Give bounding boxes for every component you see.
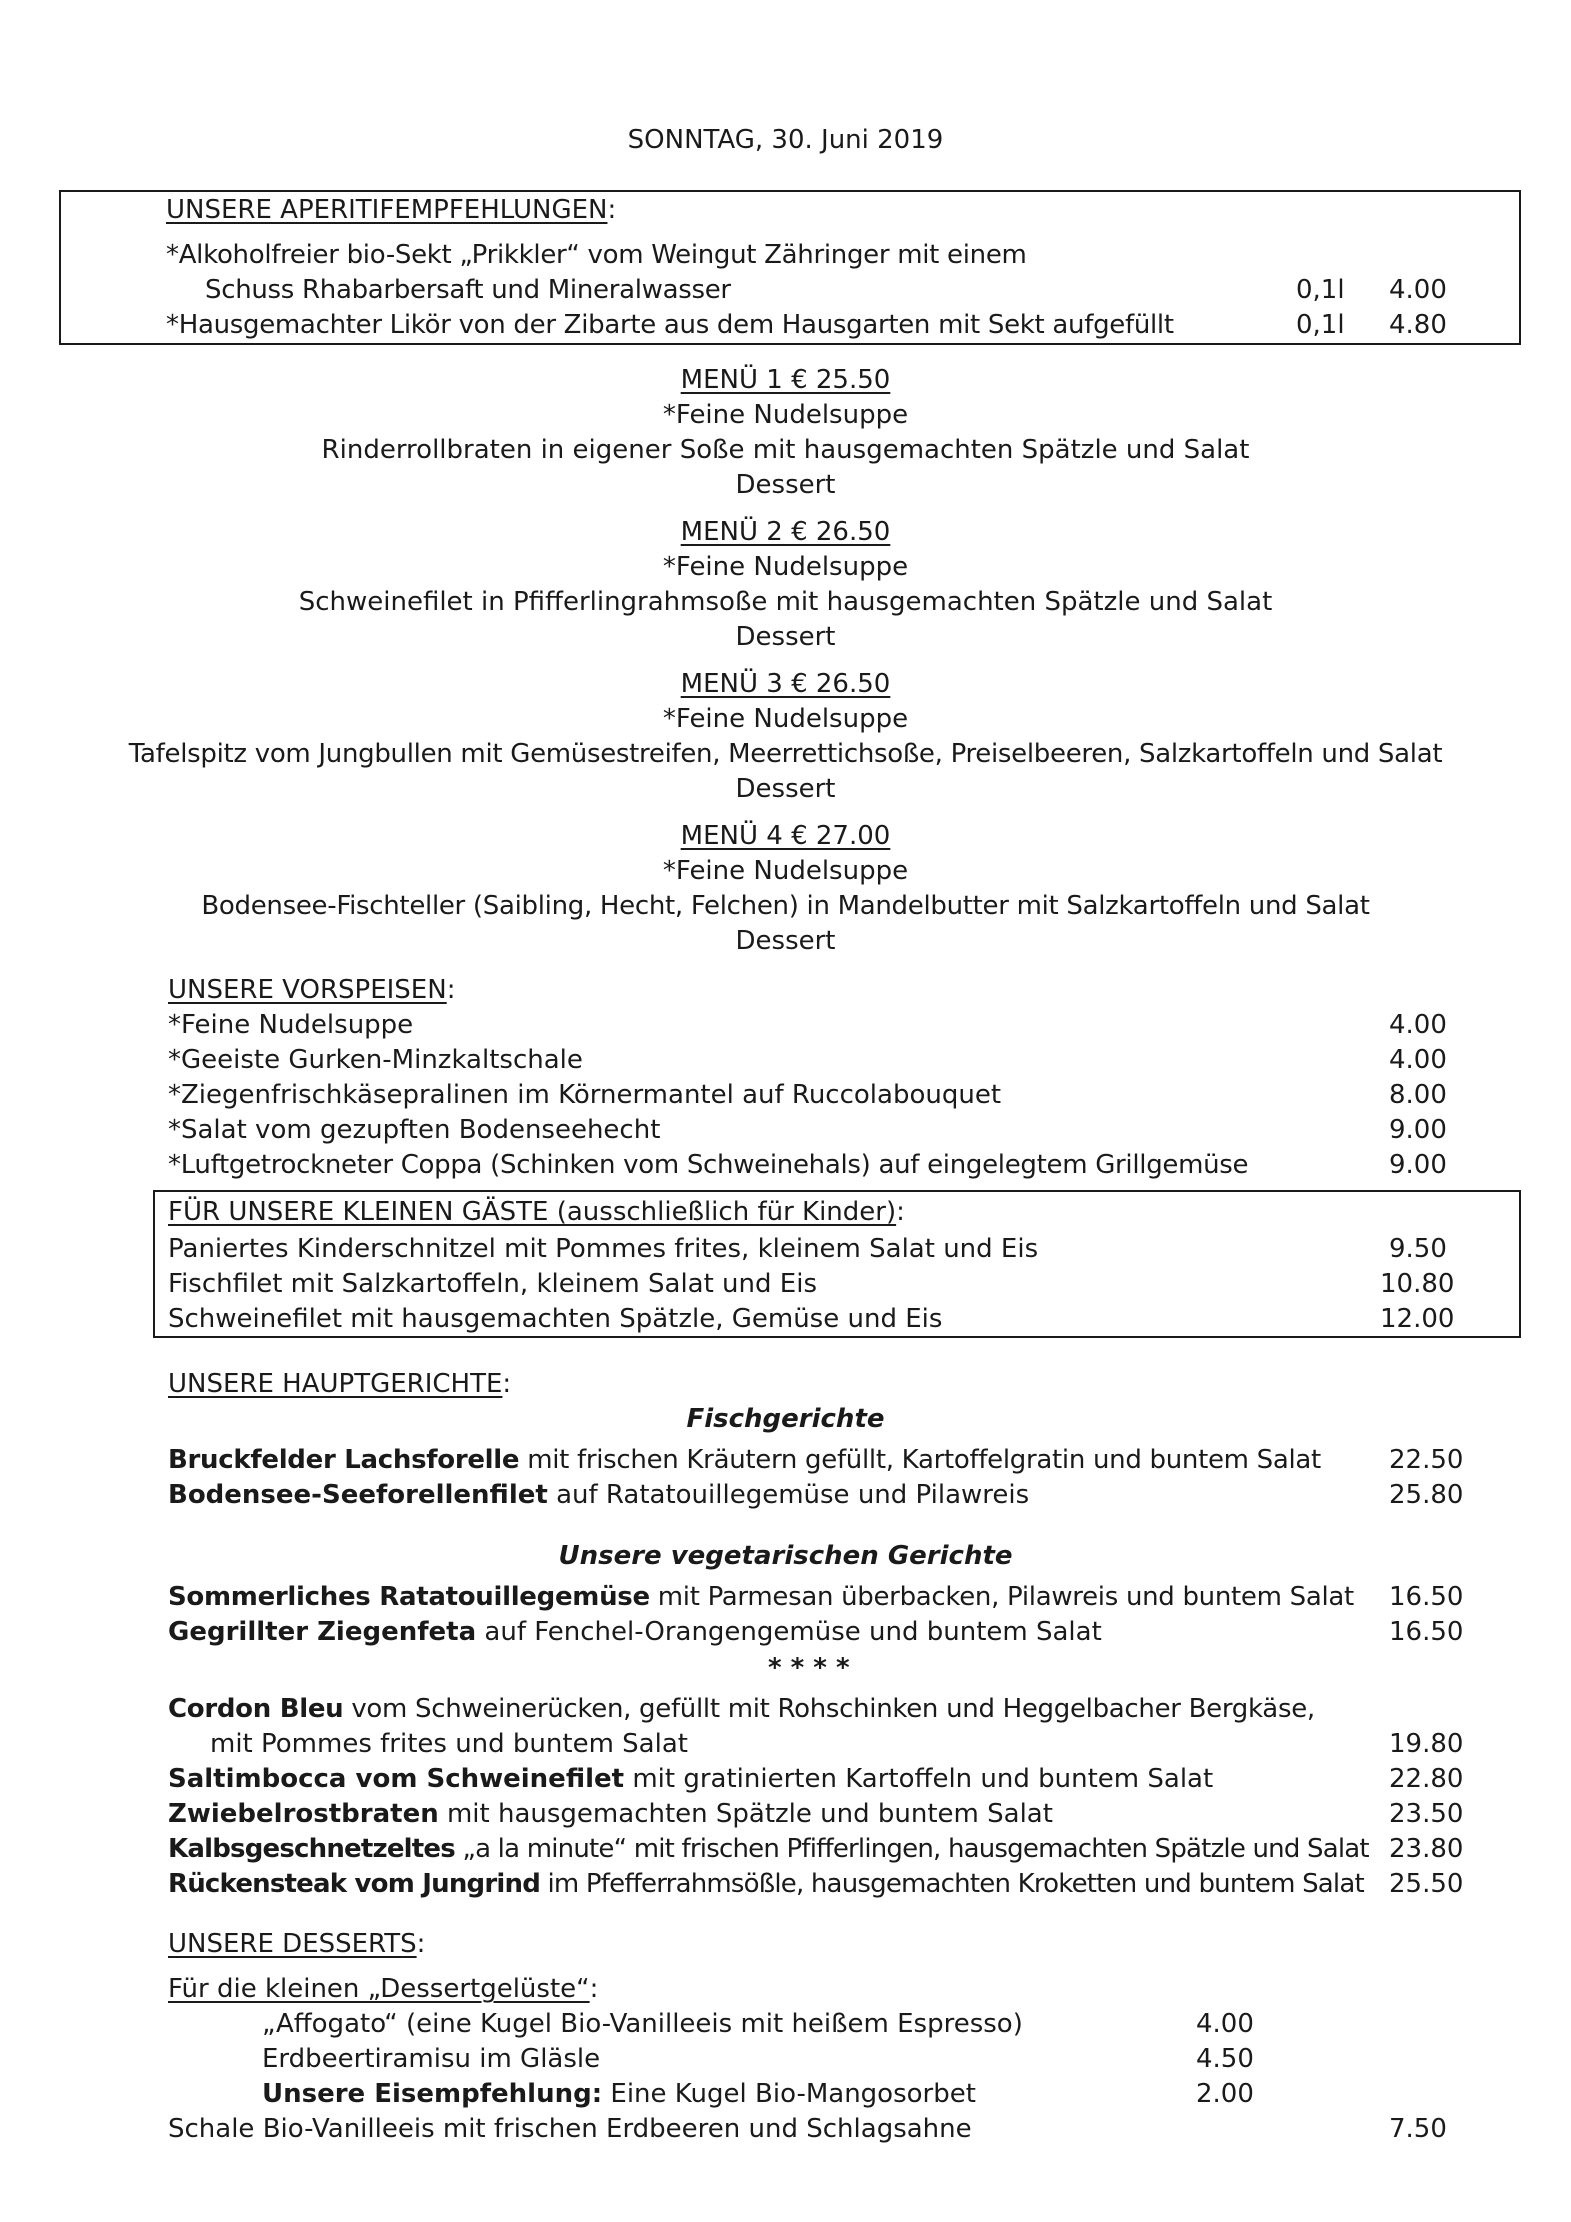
dessert-price-3: 2.00 bbox=[1196, 2079, 1254, 2109]
desserts-heading: UNSERE DESSERTS: bbox=[168, 1929, 426, 1959]
menu-4-soup: *Feine Nudelsuppe bbox=[662, 856, 909, 886]
kids-item-3: Schweinefilet mit hausgemachten Spätzle, Gemüse und Eis bbox=[168, 1304, 943, 1334]
menu-3-soup: *Feine Nudelsuppe bbox=[662, 704, 909, 734]
meat-price-2: 23.50 bbox=[1389, 1799, 1464, 1829]
aperitif-item-1-line2: Schuss Rhabarbersaft und Mineralwasser bbox=[205, 275, 731, 305]
menu-1-dessert: Dessert bbox=[735, 470, 836, 500]
kids-price-2: 10.80 bbox=[1380, 1269, 1455, 1299]
kids-price-1: 9.50 bbox=[1389, 1234, 1447, 1264]
kids-price-3: 12.00 bbox=[1380, 1304, 1455, 1334]
meat-item-3: Kalbsgeschnetzeltes „a la minute“ mit frischen Pfifferlingen, hausgemachten Spätzle und Salat bbox=[168, 1834, 1369, 1864]
starters-heading: UNSERE VORSPEISEN: bbox=[168, 975, 456, 1005]
meat-price-1: 22.80 bbox=[1389, 1764, 1464, 1794]
dessert-bowl-price: 7.50 bbox=[1389, 2114, 1447, 2144]
starter-item-1: *Feine Nudelsuppe bbox=[168, 1010, 414, 1040]
starter-price-2: 4.00 bbox=[1389, 1045, 1447, 1075]
meat-item-2: Zwiebelrostbraten mit hausgemachten Spätzle und buntem Salat bbox=[168, 1799, 1053, 1829]
fish-item-2: Bodensee-Seeforellenfilet auf Ratatouillegemüse und Pilawreis bbox=[168, 1480, 1030, 1510]
cordon-bleu-price: 19.80 bbox=[1389, 1729, 1464, 1759]
starter-item-5: *Luftgetrockneter Coppa (Schinken vom Schweinehals) auf eingelegtem Grillgemüse bbox=[168, 1150, 1249, 1180]
menu-date: SONNTAG, 30. Juni 2019 bbox=[627, 125, 944, 155]
starter-price-4: 9.00 bbox=[1389, 1115, 1447, 1145]
starter-item-2: *Geeiste Gurken-Minzkaltschale bbox=[168, 1045, 583, 1075]
starter-price-1: 4.00 bbox=[1389, 1010, 1447, 1040]
fish-price-2: 25.80 bbox=[1389, 1480, 1464, 1510]
menu-1-title: MENÜ 1 € 25.50 bbox=[680, 365, 891, 395]
veg-subheading: Unsere vegetarischen Gerichte bbox=[558, 1541, 1013, 1571]
dessert-item-3: Unsere Eisempfehlung: Eine Kugel Bio-Mangosorbet bbox=[262, 2079, 976, 2109]
dessert-bowl: Schale Bio-Vanilleeis mit frischen Erdbeeren und Schlagsahne bbox=[168, 2114, 972, 2144]
starter-price-5: 9.00 bbox=[1389, 1150, 1447, 1180]
menu-3-dessert: Dessert bbox=[735, 774, 836, 804]
menu-2-title: MENÜ 2 € 26.50 bbox=[680, 517, 891, 547]
menu-4-dessert: Dessert bbox=[735, 926, 836, 956]
cordon-bleu-line2: mit Pommes frites und buntem Salat bbox=[210, 1729, 688, 1759]
fish-subheading: Fischgerichte bbox=[686, 1404, 885, 1434]
aperitif-item-2-size: 0,1l bbox=[1296, 310, 1345, 340]
meat-price-3: 23.80 bbox=[1389, 1834, 1464, 1864]
meat-item-4: Rückensteak vom Jungrind im Pfefferrahmsößle, hausgemachten Kroketten und buntem Salat bbox=[168, 1869, 1364, 1899]
dessert-price-2: 4.50 bbox=[1196, 2044, 1254, 2074]
aperitif-heading: UNSERE APERITIFEMPFEHLUNGEN: bbox=[166, 195, 617, 225]
meat-item-1: Saltimbocca vom Schweinefilet mit gratinierten Kartoffeln und buntem Salat bbox=[168, 1764, 1214, 1794]
menu-2-soup: *Feine Nudelsuppe bbox=[662, 552, 909, 582]
veg-item-2: Gegrillter Ziegenfeta auf Fenchel-Orangengemüse und buntem Salat bbox=[168, 1617, 1102, 1647]
dessert-item-1: „Affogato“ (eine Kugel Bio-Vanilleeis mit heißem Espresso) bbox=[262, 2009, 1023, 2039]
section-separator: * * * * bbox=[768, 1653, 850, 1683]
meat-price-4: 25.50 bbox=[1389, 1869, 1464, 1899]
menu-2-dessert: Dessert bbox=[735, 622, 836, 652]
veg-price-1: 16.50 bbox=[1389, 1582, 1464, 1612]
veg-price-2: 16.50 bbox=[1389, 1617, 1464, 1647]
menu-1-soup: *Feine Nudelsuppe bbox=[662, 400, 909, 430]
dessert-item-2: Erdbeertiramisu im Gläsle bbox=[262, 2044, 601, 2074]
cordon-bleu-line1: Cordon Bleu vom Schweinerücken, gefüllt mit Rohschinken und Heggelbacher Bergkäse, bbox=[168, 1694, 1315, 1724]
menu-2-main: Schweinefilet in Pfifferlingrahmsoße mit hausgemachten Spätzle und Salat bbox=[298, 587, 1273, 617]
aperitif-item-2-price: 4.80 bbox=[1389, 310, 1447, 340]
aperitif-item-2-name: *Hausgemachter Likör von der Zibarte aus dem Hausgarten mit Sekt aufgefüllt bbox=[166, 310, 1174, 340]
menu-1-main: Rinderrollbraten in eigener Soße mit hausgemachten Spätzle und Salat bbox=[321, 435, 1250, 465]
kids-item-2: Fischfilet mit Salzkartoffeln, kleinem Salat und Eis bbox=[168, 1269, 817, 1299]
fish-price-1: 22.50 bbox=[1389, 1445, 1464, 1475]
desserts-subheading: Für die kleinen „Dessertgelüste“: bbox=[168, 1974, 599, 2004]
starter-price-3: 8.00 bbox=[1389, 1080, 1447, 1110]
dessert-price-1: 4.00 bbox=[1196, 2009, 1254, 2039]
menu-3-main: Tafelspitz vom Jungbullen mit Gemüsestreifen, Meerrettichsoße, Preiselbeeren, Salzkartoffeln und Salat bbox=[128, 739, 1443, 769]
mains-heading: UNSERE HAUPTGERICHTE: bbox=[168, 1369, 512, 1399]
starter-item-4: *Salat vom gezupften Bodenseehecht bbox=[168, 1115, 661, 1145]
aperitif-item-1-line1: *Alkoholfreier bio-Sekt „Prikkler“ vom Weingut Zähringer mit einem bbox=[166, 240, 1027, 270]
starter-item-3: *Ziegenfrischkäsepralinen im Körnermantel auf Ruccolabouquet bbox=[168, 1080, 1002, 1110]
menu-4-title: MENÜ 4 € 27.00 bbox=[680, 821, 891, 851]
menu-4-main: Bodensee-Fischteller (Saibling, Hecht, Felchen) in Mandelbutter mit Salzkartoffeln und Salat bbox=[201, 891, 1370, 921]
menu-3-title: MENÜ 3 € 26.50 bbox=[680, 669, 891, 699]
veg-item-1: Sommerliches Ratatouillegemüse mit Parmesan überbacken, Pilawreis und buntem Salat bbox=[168, 1582, 1354, 1612]
aperitif-item-1-price: 4.00 bbox=[1389, 275, 1447, 305]
fish-item-1: Bruckfelder Lachsforelle mit frischen Kräutern gefüllt, Kartoffelgratin und buntem Salat bbox=[168, 1445, 1321, 1475]
kids-item-1: Paniertes Kinderschnitzel mit Pommes frites, kleinem Salat und Eis bbox=[168, 1234, 1039, 1264]
aperitif-item-1-size: 0,1l bbox=[1296, 275, 1345, 305]
kids-heading: FÜR UNSERE KLEINEN GÄSTE (ausschließlich für Kinder): bbox=[168, 1197, 905, 1227]
